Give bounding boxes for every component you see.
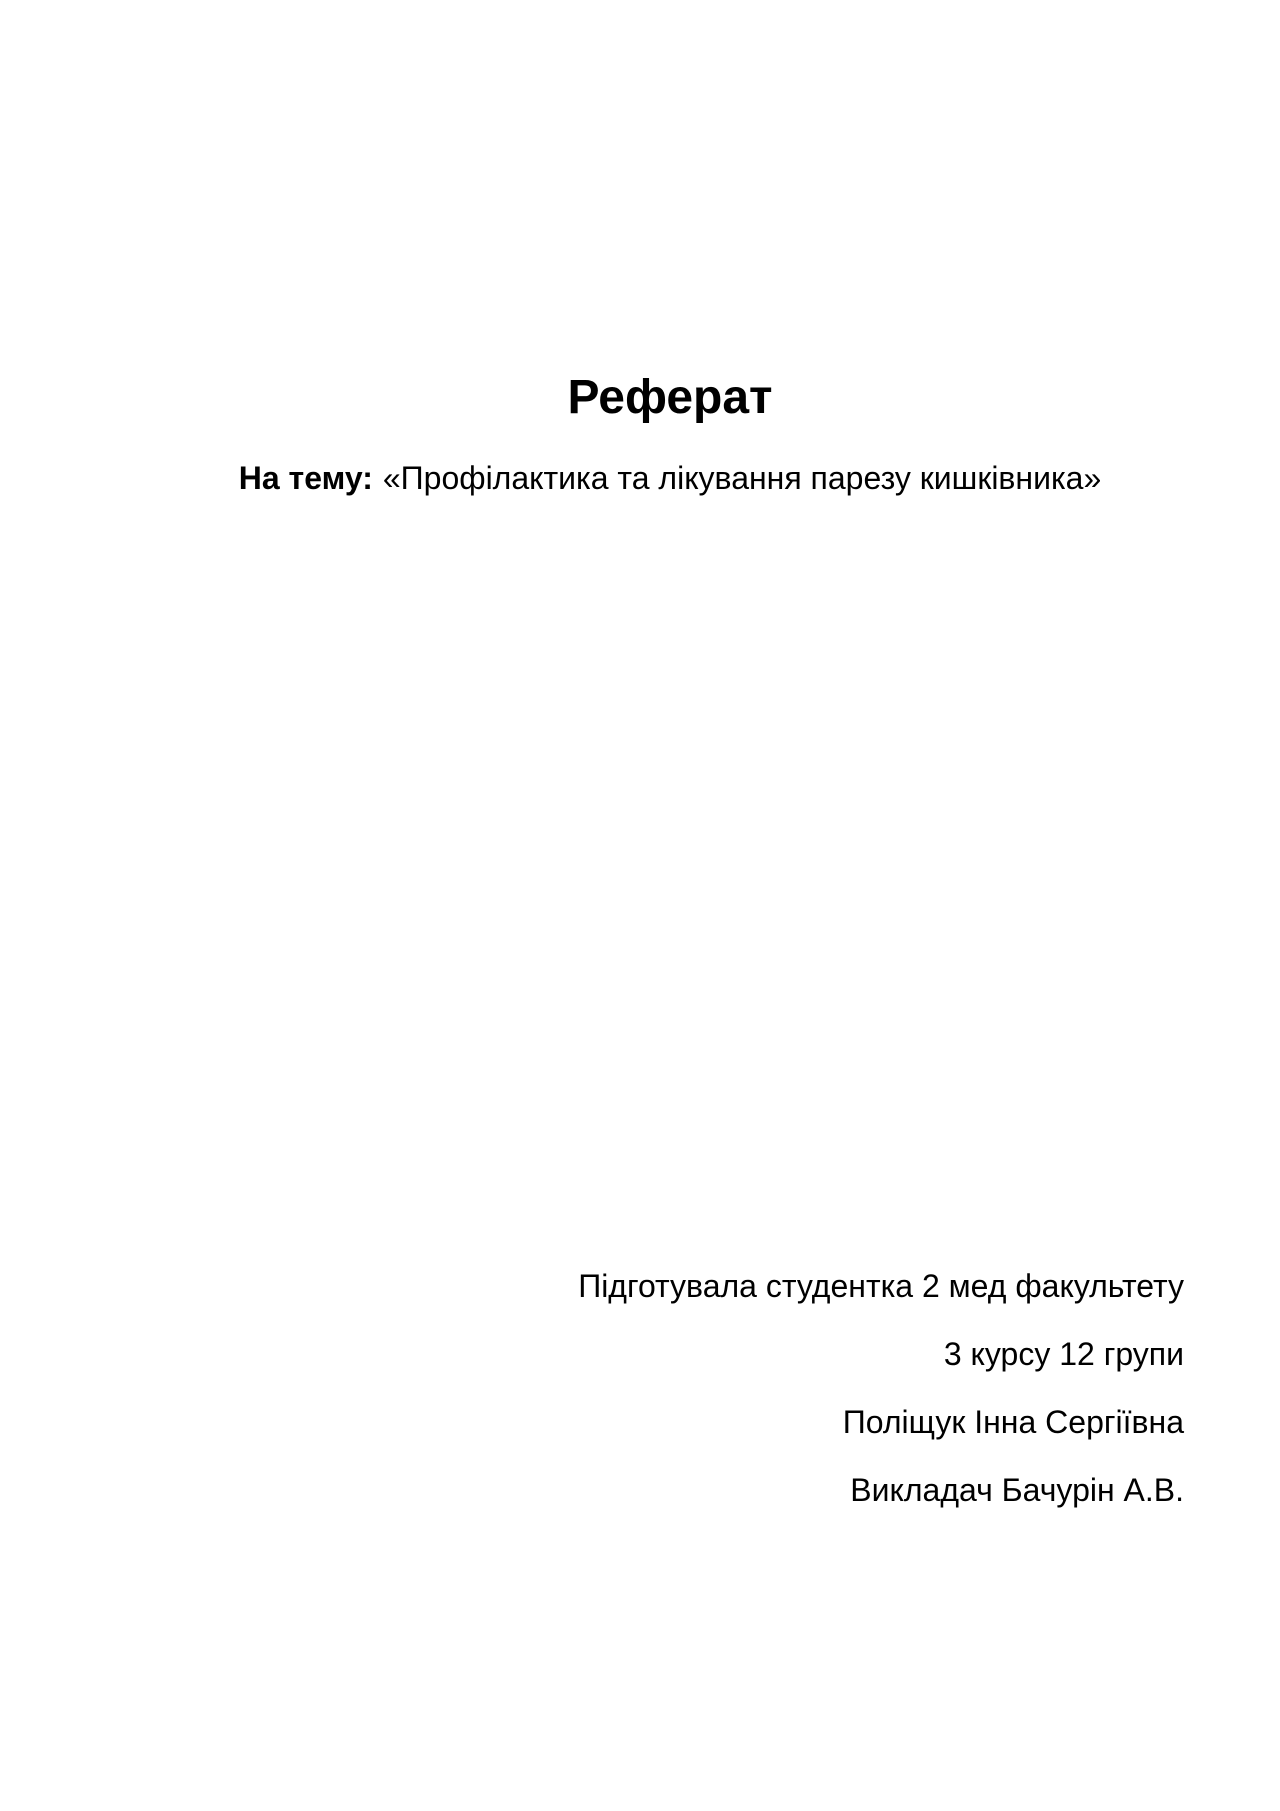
- author-line-student-name: Поліщук Інна Сергіївна: [842, 1404, 1184, 1440]
- author-line-teacher: Викладач Бачурін А.В.: [850, 1472, 1184, 1508]
- document-title: Реферат: [567, 371, 773, 424]
- subject-text: «Профілактика та лікування парезу кишківника»: [382, 460, 1102, 496]
- author-line-course-group: 3 курсу 12 групи: [943, 1336, 1184, 1372]
- author-info-block: [284, 1264, 1184, 1536]
- author-line-prepared-by: Підготувала студентка 2 мед факультету: [578, 1268, 1184, 1304]
- document-subject: [0, 456, 1280, 500]
- subject-label: На тему:: [238, 460, 373, 496]
